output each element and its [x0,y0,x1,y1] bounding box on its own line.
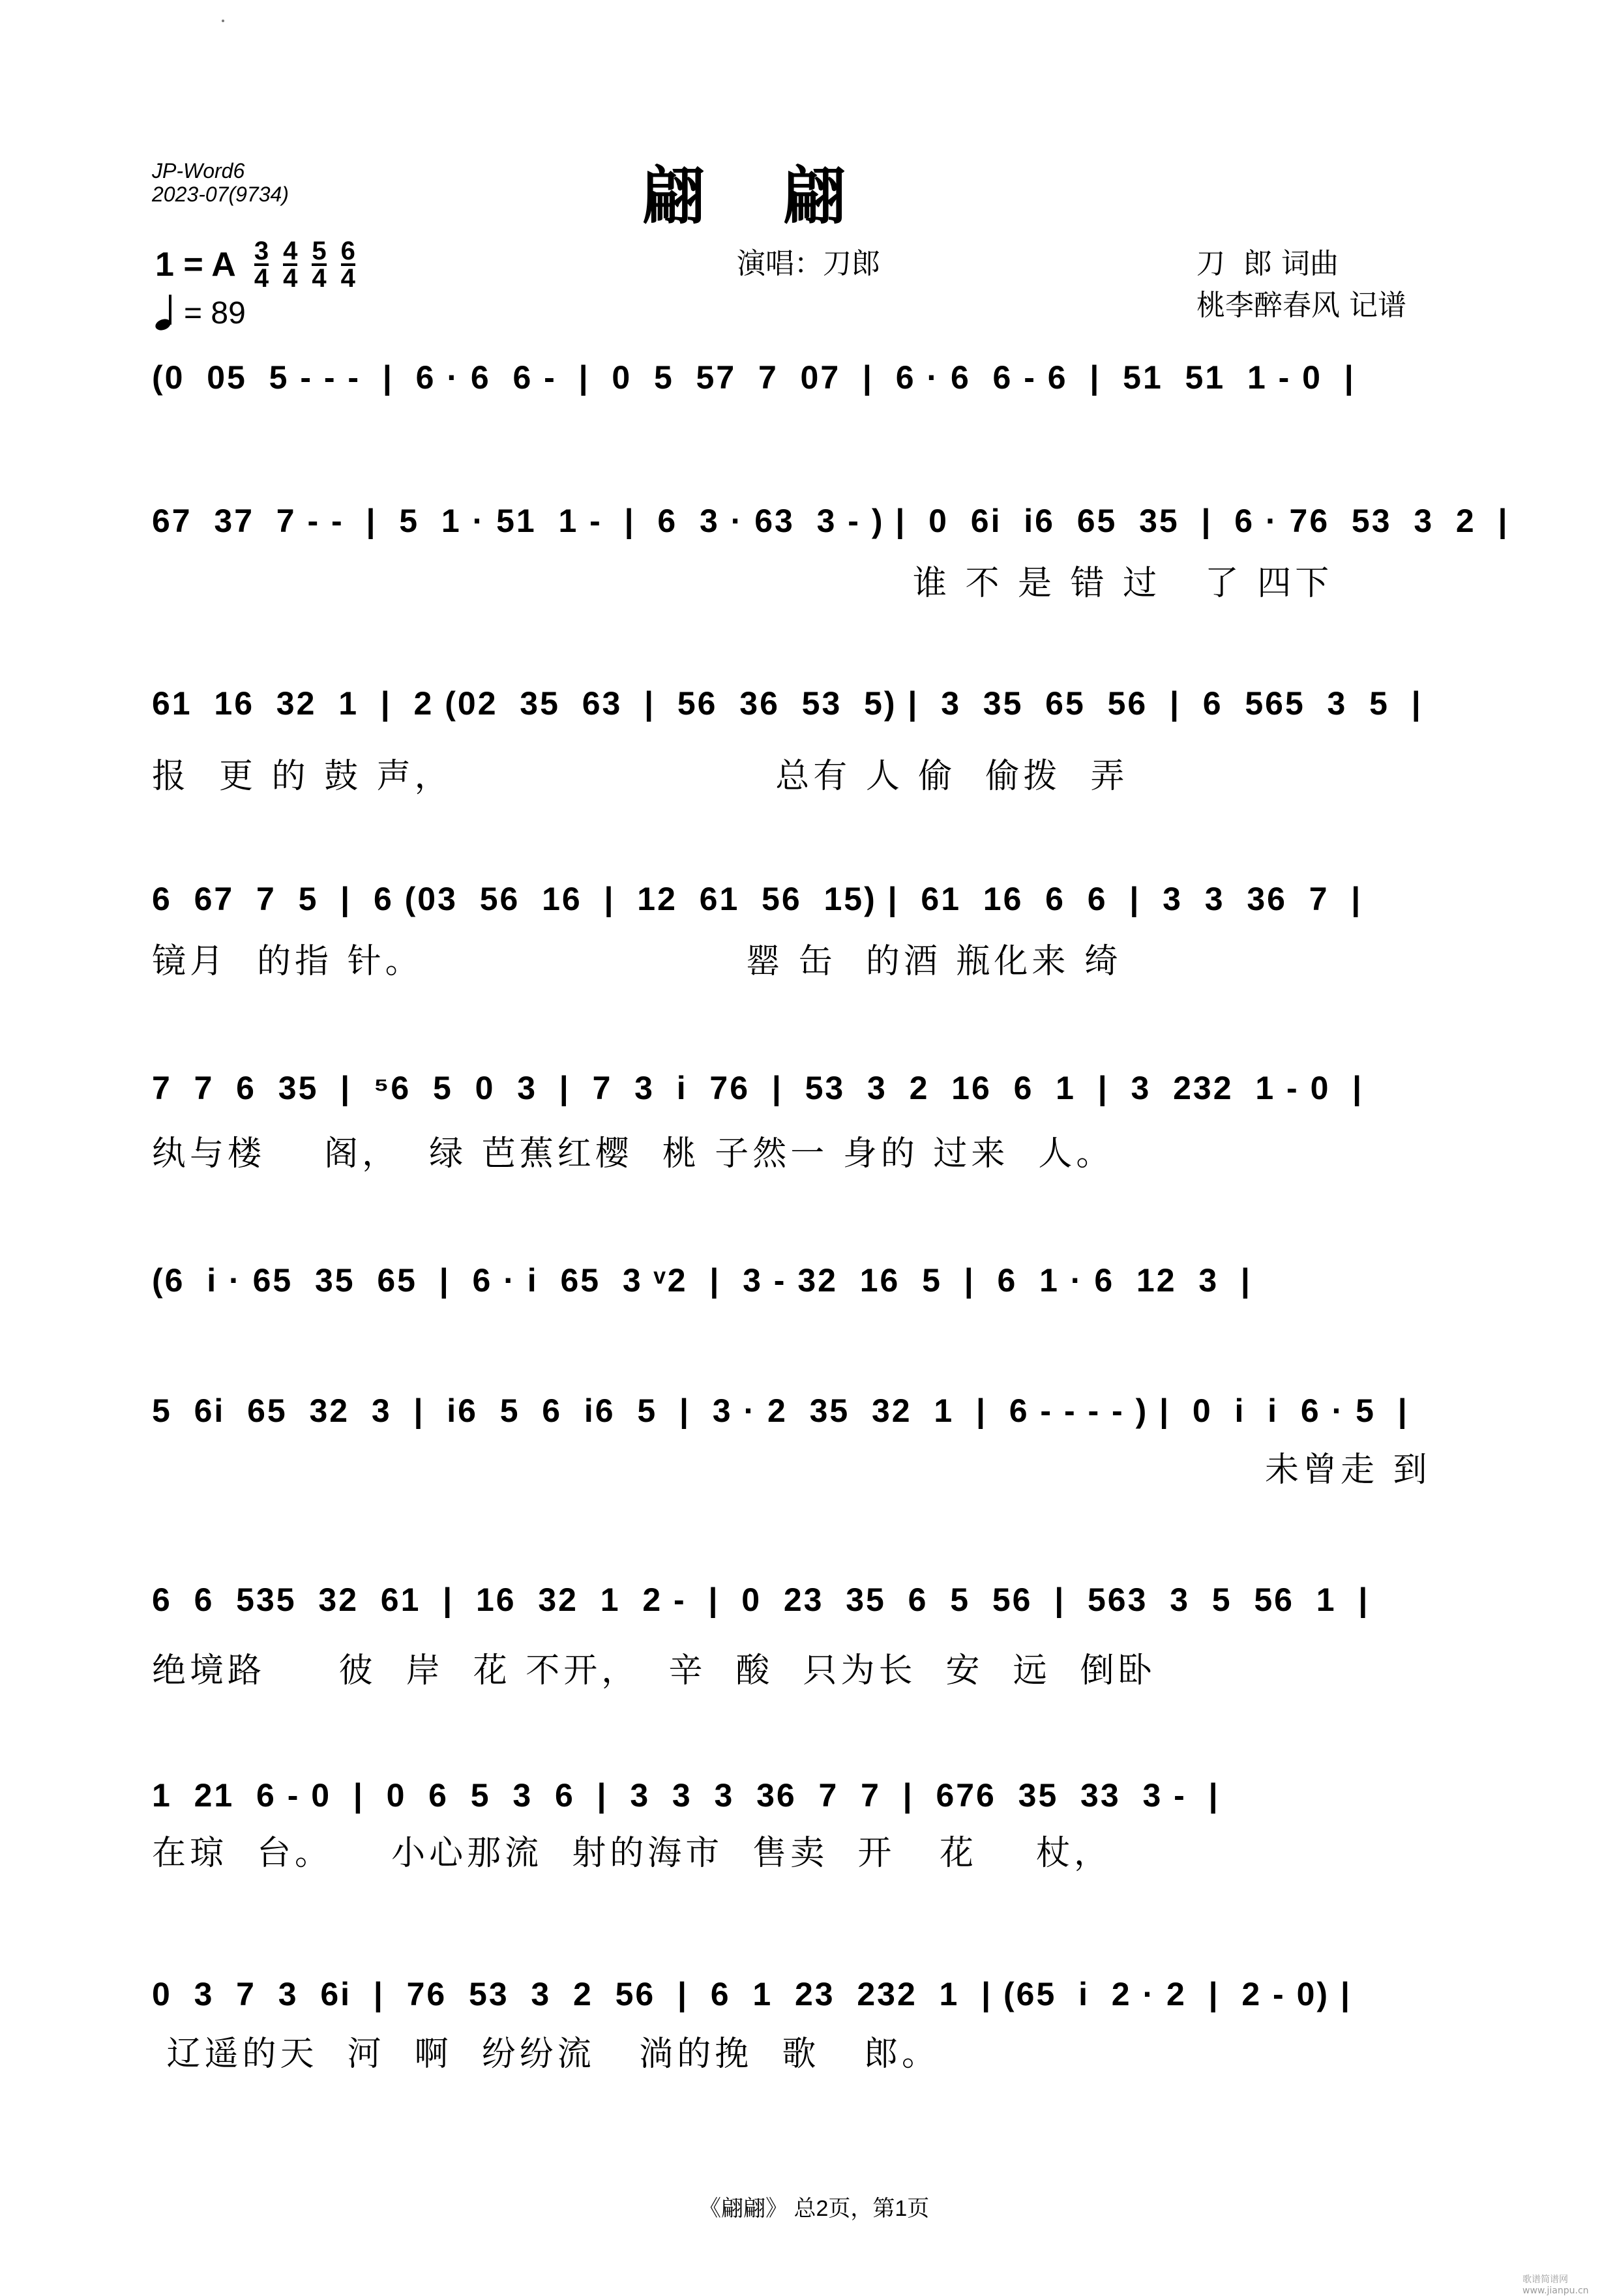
system-5-lyrics: 纨与楼 阁， 绿 芭蕉红樱 桃 子然一 身的 过来 人。 [152,1134,1114,1173]
system-3-notes: 61 16 32 1 | 2 (02 35 63 | 56 36 53 5) | 3 35 65 56 | 6 565 3 5 | [152,685,1423,722]
quarter-note-icon [154,292,180,331]
tempo-marking [154,292,246,331]
transcriber-credit: 桃李醉春风 记谱 [1196,289,1406,322]
system-10-lyrics: 辽遥的天 河 啊 纷纷流 淌的挽 歌 郎。 [152,2035,940,2074]
singer-credit: 演唱：刀郎 [737,247,880,280]
tempo-value: = 89 [184,296,246,331]
system-10-notes: 0 3 7 3 6i | 76 53 3 2 56 | 6 1 23 232 1 | (65 i 2 · 2 | 2 - 0) | [152,1976,1352,2012]
system-5-notes: 7 7 6 35 | ⁵6 5 0 3 | 7 3 i 76 | 53 3 2 16 6 1 | 3 232 1 - 0 | [152,1070,1364,1106]
system-8-notes: 6 6 535 32 61 | 16 32 1 2 - | 0 23 35 6 5 56 | 563 3 5 56 1 | [152,1582,1370,1618]
page-footer: 《翩翩》 总2页，第1页 [699,2196,930,2221]
key-signature: 1 = A [155,246,236,284]
system-4-notes: 6 67 7 5 | 6 (03 56 16 | 12 61 56 15) | 61 16 6 6 | 3 3 36 7 | [152,881,1363,917]
lyricist-composer-credit: 刀 郎 词曲 [1196,247,1339,280]
corner-mark [222,20,224,22]
watermark: 歌谱简谱网 www.jianpu.cn [1522,2274,1589,2296]
system-8-lyrics: 绝境路 彼 岸 花 不开， 辛 酸 只为长 安 远 倒卧 [152,1651,1156,1690]
time-signature-3-4: $\frac{3}{4}$ [254,237,269,293]
system-7-lyrics: 未曾走 到 [1265,1450,1431,1490]
song-title: 翩翩 [642,159,924,233]
system-6-notes: (6 i · 65 35 65 | 6 · i 65 3 ᵛ2 | 3 - 32 16 5 | 6 1 · 6 12 3 | [152,1262,1252,1299]
system-3-lyrics: 报 更 的 鼓 声， 总有 人 偷 偷拨 弄 [152,757,1129,796]
time-signature-4-4: $\frac{4}{4}$ [283,237,298,293]
time-signature-6-4: $\frac{6}{4}$ [340,237,355,293]
time-signature-5-4: $\frac{5}{4}$ [312,237,327,293]
key-signature-group [155,239,370,291]
version-label: 2023-07(9734) [152,183,289,206]
software-label: JP-Word6 [152,159,245,183]
system-2-lyrics: 谁 不 是 错 过 了 四下 [913,564,1333,603]
system-7-notes: 5 6i 65 32 3 | i6 5 6 i6 5 | 3 · 2 35 32 1 | 6 - - - - ) | 0 i i 6 · 5 | [152,1392,1409,1429]
system-1-notes: (0 05 5 - - - | 6 · 6 6 - | 0 5 57 7 07 | 6 · 6 6 - 6 | 51 51 1 - 0 | [152,359,1356,396]
system-2-notes: 67 37 7 - - | 5 1 · 51 1 - | 6 3 · 63 3 - ) | 0 6i i6 65 35 | 6 · 76 53 3 2 | [152,503,1509,539]
system-4-lyrics: 镜月 的指 针。 罂 缶 的酒 瓶化来 绮 [152,942,1122,981]
system-9-notes: 1 21 6 - 0 | 0 6 5 3 6 | 3 3 3 36 7 7 | 676 35 33 3 - | [152,1777,1220,1814]
system-9-lyrics: 在琼 台。 小心那流 射的海市 售卖 开 花 杖， [152,1834,1112,1873]
